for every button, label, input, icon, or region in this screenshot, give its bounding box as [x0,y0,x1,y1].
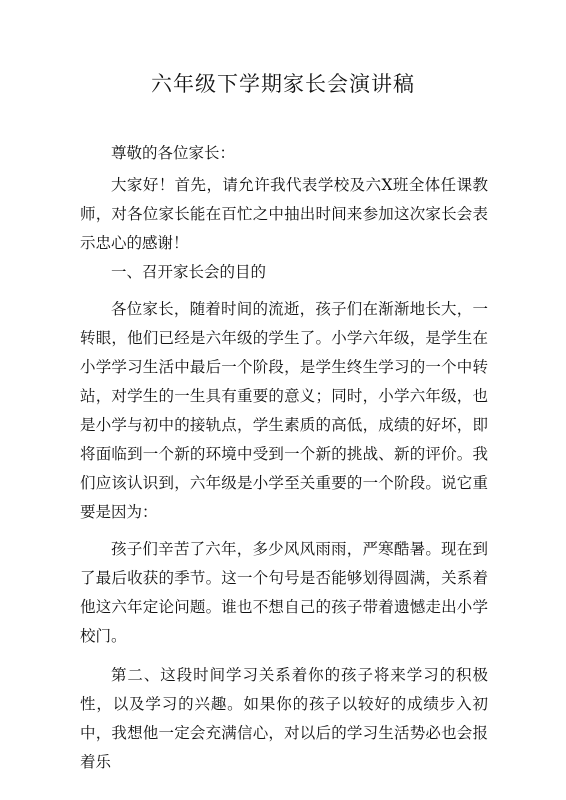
document-body [80,139,488,777]
body-paragraph: 孩子们辛苦了六年，多少风风雨雨，严寒酷暑。现在到了最后收获的季节。这一个句号是否能够划得圆满，关系着他这六年定论问题。谁也不想自己的孩子带着遗憾走出小学校门。 [80,540,488,645]
document-title: 六年级下学期家长会演讲稿 [151,72,415,96]
body-paragraph: 第二、这段时间学习关系着你的孩子将来学习的积极性，以及学习的兴趣。如果你的孩子以较好的成绩步入初中，我想他一定会充满信心，对以后的学习生活势必也会报着乐 [80,666,488,771]
salutation-paragraph: 尊敬的各位家长： [111,144,236,162]
body-paragraph: 各位家长，随着时间的流逝，孩子们在渐渐地长大，一转眼，他们已经是六年级的学生了。小学六年级，是学生在小学学习生活中最后一个阶段，是学生终生学习的一个中转站，对学生的一生具有重要的意义；同时，小学六年级，也是小学与初中的接轨点，学生素质的高低，成绩的好坏，即将面临到一个新的环境中受到一个新的挑战、新的评价。我们应该认识到，六年级是小学至关重要的一个阶段。说它重要是因为： [80,300,488,521]
section-heading-purpose: 一、召开家长会的目的 [111,263,267,281]
greeting-paragraph: 大家好！首先，请允许我代表学校及六Ⅹ班全体任课教师，对各位家长能在百忙之中抽出时间来参加这次家长会表示忠心的感谢！ [80,176,488,252]
